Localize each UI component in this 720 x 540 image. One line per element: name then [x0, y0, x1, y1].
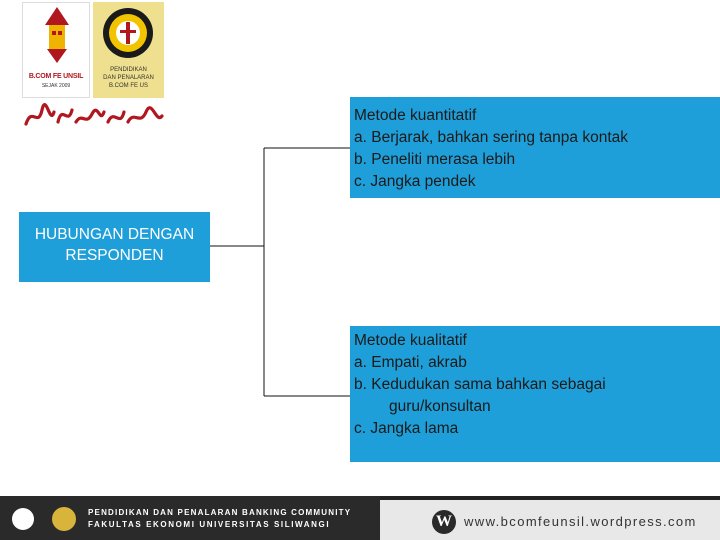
- logo-caption-line: DAN PENALARAN: [103, 75, 154, 81]
- footer-url[interactable]: www.bcomfeunsil.wordpress.com: [464, 514, 697, 529]
- footer-faculty: FAKULTAS EKONOMI UNIVERSITAS SILIWANGI: [88, 520, 331, 529]
- list-item: c. Jangka pendek: [354, 173, 476, 190]
- list-item: c. Jangka lama: [354, 420, 459, 437]
- logo-subcaption: SEJAK 2009: [41, 83, 71, 89]
- logo-caption-line: B.COM FE US: [108, 83, 148, 89]
- root-label: HUBUNGAN DENGAN: [34, 226, 195, 243]
- penalaran-footer-logo-icon: [52, 507, 76, 531]
- logo-caption-line: PENDIDIKAN: [110, 67, 147, 73]
- bcom-footer-logo-icon: [12, 508, 34, 530]
- wordpress-icon: W: [432, 510, 456, 534]
- logo-caption: B.COM FE UNSIL: [28, 73, 84, 80]
- list-item: b. Peneliti merasa lebih: [354, 151, 516, 168]
- list-item: a. Empati, akrab: [354, 354, 467, 371]
- list-item: guru/konsultan: [389, 398, 491, 415]
- qualitative-node: [350, 326, 720, 462]
- root-label: RESPONDEN: [65, 247, 164, 264]
- quantitative-node: [350, 97, 720, 198]
- node-title: Metode kualitatif: [354, 332, 467, 349]
- footer-banner: [0, 496, 720, 540]
- list-item: a. Berjarak, bahkan sering tanpa kontak: [354, 129, 629, 146]
- list-item: b. Kedudukan sama bahkan sebagai: [354, 376, 606, 393]
- node-title: Metode kuantitatif: [354, 107, 477, 124]
- root-node: [19, 212, 210, 282]
- footer-org-name: PENDIDIKAN DAN PENALARAN BANKING COMMUNITY: [88, 508, 352, 517]
